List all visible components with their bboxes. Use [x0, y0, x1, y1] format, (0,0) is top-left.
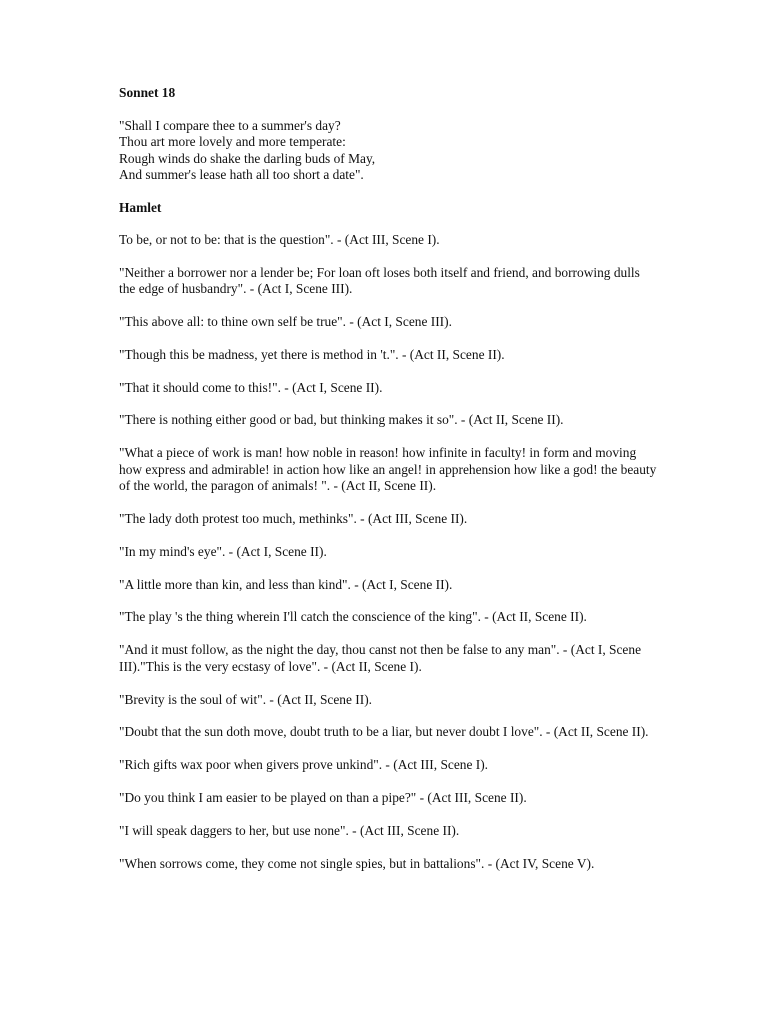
sonnet-heading: Sonnet 18: [119, 85, 176, 100]
quote-paragraph: "Do you think I am easier to be played on than a pipe?" - (Act III, Scene II).: [119, 789, 527, 805]
quote-paragraph: "The play 's the thing wherein I'll catch the conscience of the king". - (Act II, Scene II).: [119, 609, 587, 625]
quote-paragraph: "What a piece of work is man! how noble in reason! how infinite in faculty! in form and moving how express and admirable! in action how like an angel! in apprehension how like a god! the beauty of the world, the paragon of animals! ". - (Act II, Scene II).: [119, 445, 657, 494]
quote-paragraph: "That it should come to this!". - (Act I, Scene II).: [119, 379, 383, 395]
quote-paragraph: To be, or not to be: that is the question". - (Act III, Scene I).: [119, 232, 440, 247]
quote-paragraph: "There is nothing either good or bad, but thinking makes it so". - (Act II, Scene II).: [119, 412, 564, 428]
quote-paragraph: "Doubt that the sun doth move, doubt truth to be a liar, but never doubt I love". - (Act II, Scene II).: [119, 724, 649, 740]
quote-paragraph: "The lady doth protest too much, methinks". - (Act III, Scene II).: [119, 511, 468, 527]
quote-paragraph: "I will speak daggers to her, but use none". - (Act III, Scene II).: [119, 822, 460, 838]
quote-paragraph: "Though this be madness, yet there is method in 't.". - (Act II, Scene II).: [119, 346, 505, 362]
quote-paragraph: "This above all: to thine own self be true". - (Act I, Scene III).: [119, 314, 452, 330]
document-page: [119, 85, 659, 888]
sonnet-line: Thou art more lovely and more temperate:: [119, 134, 346, 149]
quote-paragraph: "And it must follow, as the night the day, thou canst not then be false to any man". - (Act I, Scene III)."This is the very ecstasy of love". - (Act II, Scene I).: [119, 642, 642, 674]
hamlet-heading: Hamlet: [119, 199, 162, 215]
sonnet-line: And summer's lease hath all too short a date".: [119, 167, 364, 182]
quote-paragraph: "Neither a borrower nor a lender be; For loan oft loses both itself and friend, and borrowing dulls the edge of husbandry". - (Act I, Scene III).: [119, 264, 640, 297]
hamlet-quotes: [119, 232, 659, 872]
quote-paragraph: "When sorrows come, they come not single spies, but in battalions". - (Act IV, Scene V).: [119, 855, 595, 871]
sonnet-excerpt: [119, 118, 659, 184]
sonnet-line: "Shall I compare thee to a summer's day?: [119, 117, 341, 133]
quote-paragraph: "A little more than kin, and less than kind". - (Act I, Scene II).: [119, 576, 453, 592]
quote-paragraph: "In my mind's eye". - (Act I, Scene II).: [119, 543, 327, 559]
quote-paragraph: "Brevity is the soul of wit". - (Act II, Scene II).: [119, 691, 373, 707]
sonnet-line: Rough winds do shake the darling buds of May,: [119, 150, 376, 166]
quote-paragraph: "Rich gifts wax poor when givers prove unkind". - (Act III, Scene I).: [119, 757, 489, 773]
